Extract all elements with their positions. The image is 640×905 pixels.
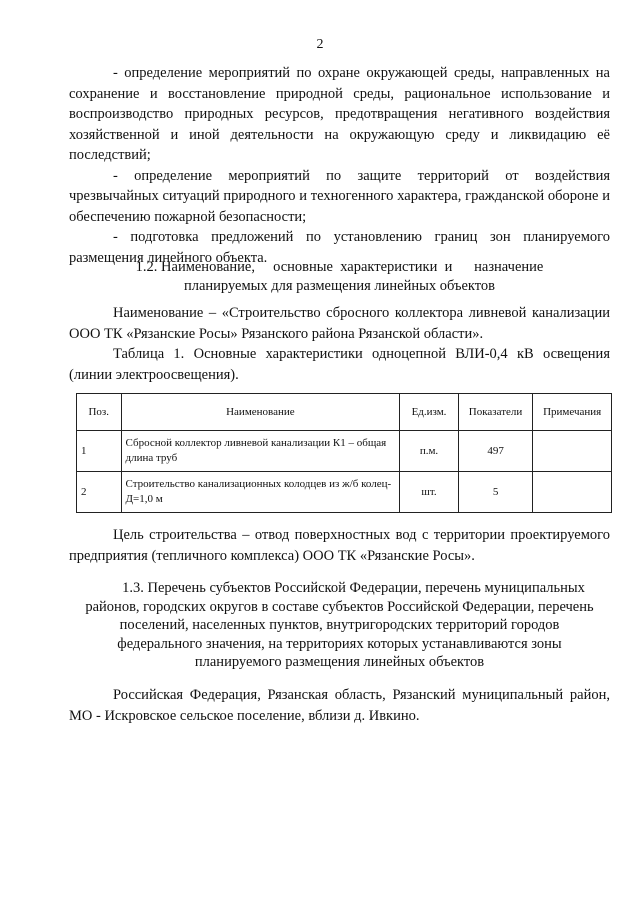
cell-pos: 2 [77, 472, 122, 513]
table-caption: Таблица 1. Основные характеристики одноцепной ВЛИ-0,4 кВ освещения (линии электроосвещения). [69, 346, 610, 383]
cell-pos: 1 [77, 431, 122, 472]
cell-note [533, 431, 612, 472]
characteristics-table [76, 393, 612, 513]
table-row [77, 431, 612, 472]
cell-name: Строительство канализационных колодцев из ж/б колец- Д=1,0 м [121, 472, 400, 513]
heading-line: 1.2. Наименование, основные характеристики и назначение [135, 259, 544, 275]
page-number: 2 [316, 37, 324, 52]
list-item: - определение мероприятий по защите территорий от воздействия чрезвычайных ситуаций природного и техногенного характера, гражданской обороне и обеспечению пожарной безопасности; [69, 167, 610, 225]
header-name: Наименование [121, 394, 400, 431]
name-paragraph: Наименование – «Строительство сбросного коллектора ливневой канализации ООО ТК «Рязанские Росы» Рязанского района Рязанской области». [69, 305, 610, 342]
cell-unit: шт. [400, 472, 459, 513]
heading-line: федерального значения, на территориях которых устанавливаются зоны [117, 635, 562, 652]
cell-value: 5 [458, 472, 533, 513]
cell-note [533, 472, 612, 513]
header-pos: Поз. [77, 394, 122, 431]
heading-line: поселений, населенных пунктов, внутригородских территорий городов [119, 617, 560, 633]
cell-value: 497 [458, 431, 533, 472]
list-item: - подготовка предложений по установлению границ зон планируемого размещения линейного объекта. [69, 229, 610, 266]
table-header-row [77, 394, 612, 431]
table-row [77, 472, 612, 513]
heading-line: планируемого размещения линейных объектов [194, 654, 485, 670]
header-note: Примечания [533, 394, 612, 431]
header-unit: Ед.изм. [400, 394, 459, 431]
cell-unit: п.м. [400, 431, 459, 472]
section-1-2-body [69, 303, 610, 385]
section-1-3-heading [69, 579, 610, 672]
goal-block [69, 525, 610, 566]
goal-paragraph: Цель строительства – отвод поверхностных вод с территории проектируемого предприятия (тепличного комплекса) ООО ТК «Рязанские Росы». [69, 527, 610, 564]
list-item: - определение мероприятий по охране окружающей среды, направленных на сохранение и восстановление природной среды, рациональное использование и воспроизводство природных ресурсов, предотвращения негативного воздействия хозяйственной и иной деятельности на окружающую среду и ликвидацию её последствий; [69, 65, 610, 163]
location-paragraph: Российская Федерация, Рязанская область, Рязанский муниципальный район, МО - Искровское сельское поселение, вблизи д. Ивкино. [69, 687, 610, 724]
heading-line: 1.3. Перечень субъектов Российской Федерации, перечень муниципальных [122, 580, 585, 596]
section-1-3-body [69, 685, 610, 726]
header-value: Показатели [458, 394, 533, 431]
intro-list [69, 63, 610, 268]
cell-name: Сбросной коллектор ливневой канализации К1 – общая длина труб [121, 431, 400, 472]
section-1-2-heading [69, 258, 610, 295]
heading-line: районов, городских округов в составе субъектов Российской Федерации, перечень [85, 598, 594, 615]
heading-line: планируемых для размещения линейных объектов [183, 277, 496, 294]
